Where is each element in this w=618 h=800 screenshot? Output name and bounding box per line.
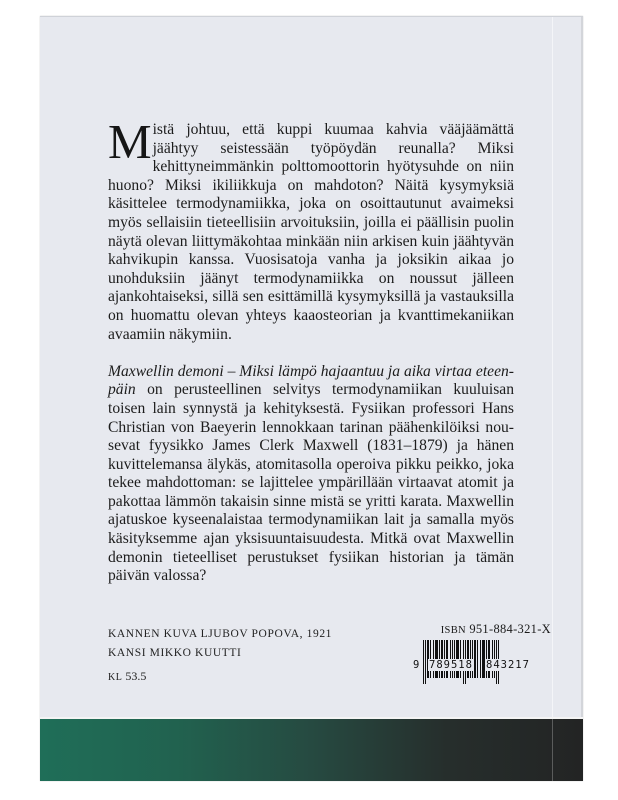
- classification-label: KL: [108, 672, 123, 683]
- classification-value: 53.5: [125, 669, 147, 683]
- book-title-italic: Maxwellin demoni – Miksi lämpö hajaantuu ja aika virtaa eteenpäin: [108, 362, 514, 399]
- green-gradient-band: [40, 717, 583, 781]
- blurb-paragraph-1: [108, 114, 514, 344]
- barcode-right-digits: 843217: [486, 659, 530, 671]
- blurb-text: [108, 114, 514, 586]
- blurb-paragraph-2: [108, 363, 514, 586]
- isbn-number: 951-884-321-X: [469, 622, 551, 636]
- barcode-lead-digit: 9: [413, 659, 420, 671]
- book-back-cover: [40, 16, 583, 781]
- cover-fold-line: [552, 17, 553, 781]
- cover-image-credit: KANNEN KUVA LJUBOV POPOVA, 1921: [108, 628, 333, 640]
- barcode-left-digits: 789518: [429, 659, 473, 671]
- cover-edge: [581, 17, 583, 781]
- paragraph-2-text: on perusteellinen selvitys termodynamiikan kuuluisan toisen lain synnystä ja kehityksestä. Fysiikan professori Hans Christian von Baeyerin lennokkaan tarinan päähenkilöiksi nousevat fyysikko James Clerk Maxwell (1831–1879) ja hänen kuvittelemansa älykäs, atomitasolla operoiva pikku peikko, joka tekee mahdottoman: se lajittelee ympärillään virtaavat atomit ja pakottaa lämmön takaisin sinne mistä se yritti karata. Maxwellin ajatuskoe kyseenalaistaa termodynamiikan lait ja samalla myös käsityksemme ajan yksisuuntaisuudesta. Mitkä ovat Maxwellin demonin tieteelliset perustukset fysiikan historian ja tämän päivän valossa?: [108, 381, 514, 585]
- isbn-block: [411, 622, 551, 684]
- isbn-text: [411, 622, 551, 637]
- cover-design-credit: KANSI MIKKO KUUTTI: [108, 647, 242, 659]
- barcode-digits: [411, 659, 551, 671]
- isbn-label: ISBN: [440, 625, 466, 636]
- paragraph-1-text: istä johtuu, että kuppi kuumaa kahvia vääjäämättä jäähtyy seistessään työpöydän reunalla? Miksi kehittyneimmänkin polttomoottorin hyötysuhde on niin huono? Miksi ikiliikkuja on mahdoton? Näitä kysymyksiä käsittelee termodynamiikka, joka on osoittautunut avaimeksi myös sellaisiin tieteellisiin arvoituksiin, joilla ei päällisin puolin näytä olevan liittymäkohtaa minkään niin arkisen kuin jäähtyvän kahvikupin kanssa. Vuosisatoja vanha ja joksikin aikaa jo unohduksiin jäänyt termodynamiikka on noussut jälleen ajankohtaiseksi, sillä sen esittämillä kysymyksillä ja vastauksilla on huomattu olevan yhteys kaaosteorian ja kvanttimekaniikan avaamiin näkymiin.: [108, 121, 514, 343]
- library-classification: [108, 669, 146, 684]
- drop-cap: M: [108, 114, 152, 169]
- cover-credits: [108, 625, 332, 663]
- band-fold-line: [552, 719, 553, 781]
